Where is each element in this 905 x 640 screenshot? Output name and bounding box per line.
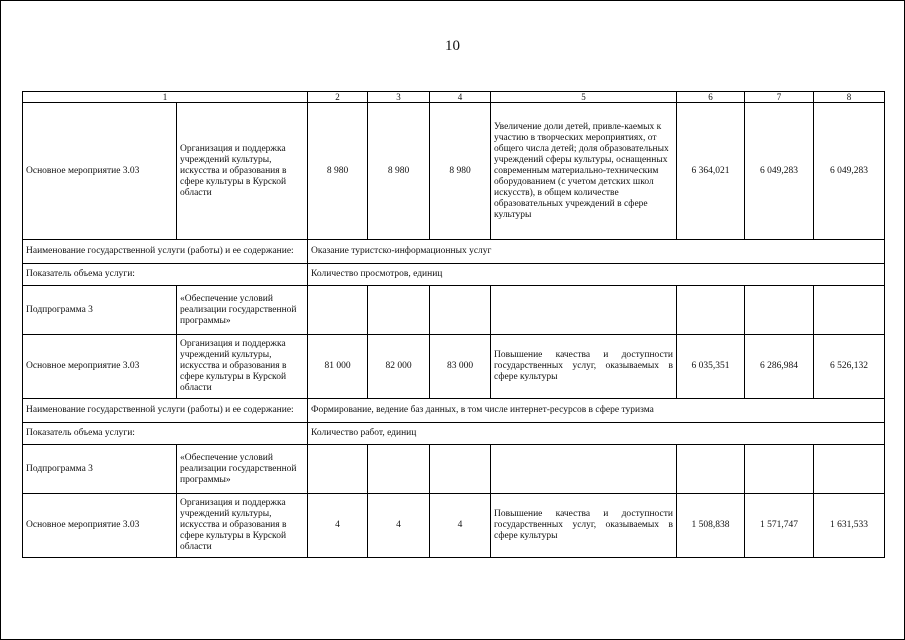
empty-cell [491, 445, 677, 494]
subprogram-name-cell: Подпрограмма 3 [23, 286, 177, 335]
indicator-cell: Повышение качества и доступности государственных услуг, оказываемых в сфере культуры [491, 335, 677, 399]
value-col-7: 1 571,747 [745, 494, 814, 558]
column-header-8: 8 [814, 92, 885, 103]
table-row [23, 445, 885, 494]
service-label: Наименование государственной услуги (работы) и ее содержание: [23, 240, 308, 264]
volume-value: Количество просмотров, единиц [308, 264, 885, 286]
event-name-cell: Основное мероприятие 3.03 [23, 494, 177, 558]
table-row [23, 264, 885, 286]
value-col-3: 4 [368, 494, 430, 558]
value-col-3: 8 980 [368, 103, 430, 240]
table-row [23, 286, 885, 335]
value-col-8: 6 049,283 [814, 103, 885, 240]
empty-cell [491, 286, 677, 335]
empty-cell [430, 445, 491, 494]
value-col-4: 83 000 [430, 335, 491, 399]
column-header-4: 4 [430, 92, 491, 103]
value-col-8: 6 526,132 [814, 335, 885, 399]
table-header-row [23, 92, 885, 103]
empty-cell [308, 286, 368, 335]
indicator-cell: Повышение качества и доступности государственных услуг, оказываемых в сфере культуры [491, 494, 677, 558]
empty-cell [368, 286, 430, 335]
empty-cell [308, 445, 368, 494]
event-name-cell: Основное мероприятие 3.03 [23, 103, 177, 240]
event-description-cell: Организация и поддержка учреждений культуры, искусства и образования в сфере культуры в Курской области [177, 494, 308, 558]
service-label: Наименование государственной услуги (работы) и ее содержание: [23, 399, 308, 423]
value-col-4: 8 980 [430, 103, 491, 240]
table-row [23, 399, 885, 423]
empty-cell [430, 286, 491, 335]
value-col-8: 1 631,533 [814, 494, 885, 558]
empty-cell [677, 286, 745, 335]
volume-label: Показатель объема услуги: [23, 423, 308, 445]
indicator-cell: Увеличение доли детей, привле-каемых к участию в творческих мероприятиях, от общего числа детей; доля образовательных учреждений сферы культуры, оснащенных современным материально-техническим оборудованием (с учетом детских школ искусств), в общем количестве образовательных учреждений в сфере культуры [491, 103, 677, 240]
empty-cell [677, 445, 745, 494]
service-value: Формирование, ведение баз данных, в том числе интернет-ресурсов в сфере туризма [308, 399, 885, 423]
column-header-6: 6 [677, 92, 745, 103]
table-row [23, 423, 885, 445]
value-col-7: 6 286,984 [745, 335, 814, 399]
empty-cell [745, 286, 814, 335]
subprogram-description-cell: «Обеспечение условий реализации государственной программы» [177, 286, 308, 335]
empty-cell [814, 286, 885, 335]
page-number: 10 [445, 38, 460, 54]
column-header-7: 7 [745, 92, 814, 103]
value-col-2: 81 000 [308, 335, 368, 399]
column-header-5: 5 [491, 92, 677, 103]
empty-cell [745, 445, 814, 494]
table-row [23, 494, 885, 558]
column-header-2: 2 [308, 92, 368, 103]
program-table [22, 91, 885, 558]
table-row [23, 335, 885, 399]
empty-cell [368, 445, 430, 494]
empty-cell [814, 445, 885, 494]
column-header-1: 1 [23, 92, 308, 103]
event-name-cell: Основное мероприятие 3.03 [23, 335, 177, 399]
table-row [23, 240, 885, 264]
volume-value: Количество работ, единиц [308, 423, 885, 445]
event-description-cell: Организация и поддержка учреждений культуры, искусства и образования в сфере культуры в Курской области [177, 103, 308, 240]
volume-label: Показатель объема услуги: [23, 264, 308, 286]
subprogram-description-cell: «Обеспечение условий реализации государственной программы» [177, 445, 308, 494]
value-col-2: 8 980 [308, 103, 368, 240]
column-header-3: 3 [368, 92, 430, 103]
value-col-6: 6 035,351 [677, 335, 745, 399]
value-col-6: 6 364,021 [677, 103, 745, 240]
subprogram-name-cell: Подпрограмма 3 [23, 445, 177, 494]
value-col-6: 1 508,838 [677, 494, 745, 558]
value-col-4: 4 [430, 494, 491, 558]
value-col-2: 4 [308, 494, 368, 558]
service-value: Оказание туристско-информационных услуг [308, 240, 885, 264]
event-description-cell: Организация и поддержка учреждений культуры, искусства и образования в сфере культуры в Курской области [177, 335, 308, 399]
value-col-3: 82 000 [368, 335, 430, 399]
table-row [23, 103, 885, 240]
value-col-7: 6 049,283 [745, 103, 814, 240]
